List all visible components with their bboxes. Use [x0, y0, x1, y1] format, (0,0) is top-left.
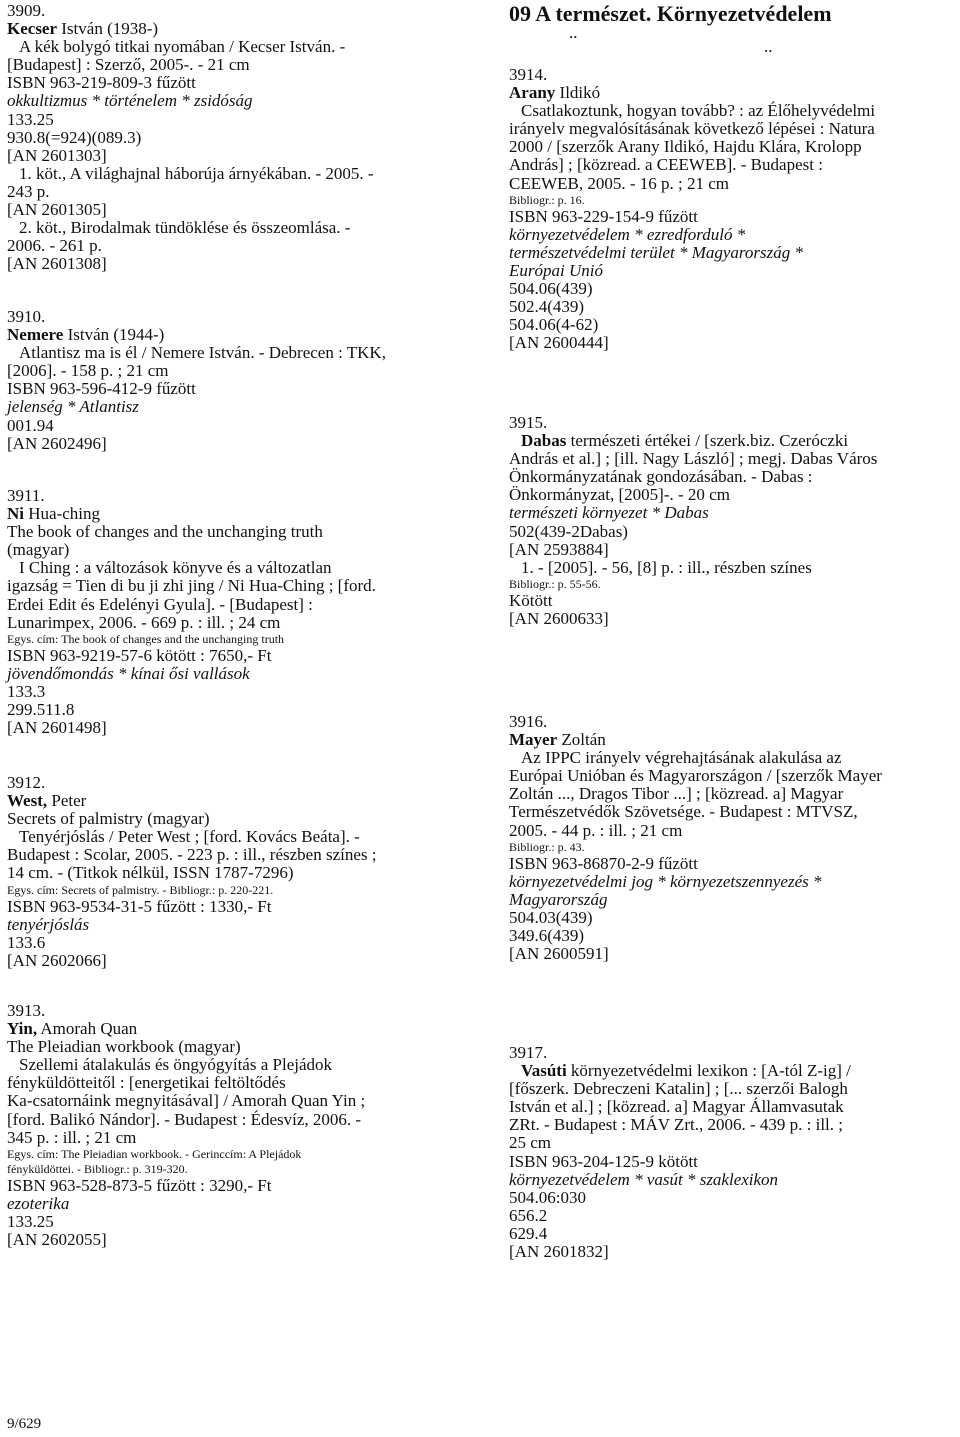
an-number: [AN 2602055]: [7, 1230, 107, 1250]
subject-terms: jövendőmondás * kínai ősi vallások: [7, 663, 250, 683]
title-line: igazság = Tien di bu ji zhi jing / Ni Hua-Ching ; [ford.: [7, 576, 376, 596]
classification-code: 502(439-2Dabas): [509, 521, 628, 541]
author-line: [7, 20, 374, 38]
title-line: 2000 / [szerzők Arany Ildikó, Hajdu Klára, Krolopp: [509, 137, 862, 157]
title-line: irányelv megvalósításának következő lépései : Natura: [509, 119, 875, 139]
entry-number: 3917.: [509, 1043, 548, 1062]
volume-line: 2006. - 261 p.: [7, 236, 102, 256]
publication-line: Természetvédők Szövetsége. - Budapest : MTVSZ,: [509, 802, 858, 822]
original-title: Secrets of palmistry (magyar): [7, 809, 210, 829]
title-line: Csatlakoztunk, hogyan tovább? : az Élőhelyvédelmi: [521, 101, 876, 121]
author-name: Ildikó: [555, 83, 601, 103]
an-number: [AN 2600591]: [509, 944, 609, 964]
an-number: [AN 2602066]: [7, 950, 107, 970]
entry-3913: [7, 1002, 365, 1249]
entry-number: 3915.: [509, 413, 548, 432]
subject-terms: természetvédelmi terület * Magyarország *: [509, 242, 803, 262]
an-number: [AN 2600444]: [509, 333, 609, 353]
publication-line: 2005. - 44 p. : ill. ; 21 cm: [509, 820, 683, 840]
an-number: [AN 2601832]: [509, 1242, 609, 1262]
publication-line: CEEWEB, 2005. - 16 p. ; 21 cm: [509, 173, 730, 193]
publication-line: [ford. Balikó Nándor]. - Budapest : Édesvíz, 2006. -: [7, 1109, 362, 1129]
classification-code: 930.8(=924)(089.3): [7, 127, 142, 147]
note-line: fényküldöttei. - Bibliogr.: p. 319-320.: [7, 1161, 188, 1176]
classification-code: 133.3: [7, 681, 46, 701]
subject-terms: Magyarország: [509, 889, 608, 909]
note-line: Bibliogr.: p. 43.: [509, 839, 585, 854]
publication-line: 14 cm. - (Titkok nélkül, ISSN 1787-7296): [7, 863, 294, 883]
author-line: [509, 84, 875, 102]
entry-3911: [7, 487, 376, 737]
subject-terms: környezetvédelmi jog * környezetszennyezés *: [509, 871, 822, 891]
section-title: 09 A természet. Környezetvédelem: [509, 1, 832, 26]
note-line: Egys. cím: Secrets of palmistry. - Bibliogr.: p. 220-221.: [7, 882, 274, 897]
title-line: András et al.] ; [ill. Nagy László] ; megj. Dabas Város: [509, 449, 878, 469]
volume-line: 243 p.: [7, 181, 50, 201]
publication-line: Önkormányzatának gondozásában. - Dabas :: [509, 467, 813, 487]
entry-number: 3913.: [7, 1001, 46, 1020]
an-number: [AN 2593884]: [509, 539, 609, 559]
classification-code: 629.4: [509, 1223, 548, 1243]
an-number: [AN 2601305]: [7, 200, 107, 220]
title-line: Európai Unióban és Magyarországon / [szerzők Mayer: [509, 766, 882, 786]
entry-3914: [509, 66, 875, 352]
entry-number: 3914.: [509, 65, 548, 84]
subject-terms: tenyérjóslás: [7, 914, 90, 934]
heading-dots: ..: [764, 37, 773, 56]
author-surname: Mayer: [509, 730, 558, 750]
classification-code: 299.511.8: [7, 700, 75, 720]
isbn-line: ISBN 963-204-125-9 kötött: [509, 1151, 698, 1171]
author-line: [7, 505, 376, 523]
classification-code: 133.25: [7, 109, 54, 129]
classification-code: 001.94: [7, 415, 54, 435]
title-rest: környezetvédelmi lexikon : [A-tól Z-ig] /: [566, 1061, 851, 1081]
publication-line: 25 cm: [509, 1133, 552, 1153]
classification-code: 504.06(439): [509, 279, 593, 299]
publication-line: ZRt. - Budapest : MÁV Zrt., 2006. - 439 p. : ill. ;: [509, 1115, 844, 1135]
title-line: A kék bolygó titkai nyomában / Kecser István. -: [19, 37, 346, 57]
isbn-line: ISBN 963-596-412-9 fűzött: [7, 379, 196, 399]
section-heading: [509, 2, 832, 54]
an-number: [AN 2601303]: [7, 145, 107, 165]
author-name: István (1944-): [63, 325, 165, 345]
author-name: Peter: [47, 791, 87, 811]
an-number: [AN 2602496]: [7, 433, 107, 453]
author-surname: Nemere: [7, 325, 64, 345]
subject-terms: környezetvédelem * ezredforduló *: [509, 224, 746, 244]
entry-3916: [509, 713, 882, 963]
publication-line: [Budapest] : Szerző, 2005-. - 21 cm: [7, 55, 250, 75]
subject-terms: jelenség * Atlantisz: [7, 397, 139, 417]
note-line: Bibliogr.: p. 55-56.: [509, 576, 601, 591]
publication-line: 345 p. : ill. ; 21 cm: [7, 1127, 137, 1147]
isbn-line: ISBN 963-229-154-9 fűzött: [509, 206, 698, 226]
heading-dots: ..: [569, 23, 578, 42]
subject-terms: okkultizmus * történelem * zsidóság: [7, 91, 253, 111]
title-line: Atlantisz ma is él / Nemere István. - Debrecen : TKK,: [19, 343, 386, 363]
author-line: [7, 326, 386, 344]
original-title: The book of changes and the unchanging truth: [7, 522, 323, 542]
title-line: [509, 432, 877, 450]
subject-terms: Európai Unió: [509, 260, 603, 280]
entry-3912: [7, 774, 376, 970]
classification-code: 504.06(4-62): [509, 315, 599, 335]
author-surname: Kecser: [7, 19, 58, 39]
entry-3915: [509, 414, 877, 628]
classification-code: 502.4(439): [509, 297, 585, 317]
title-keyword: Vasúti: [521, 1061, 567, 1081]
publication-line: Erdei Edit és Edelényi Gyula]. - [Budapest] :: [7, 594, 313, 614]
isbn-line: ISBN 963-9219-57-6 kötött : 7650,- Ft: [7, 645, 272, 665]
volume-line: 2. köt., Birodalmak tündöklése és összeomlása. -: [19, 218, 351, 238]
title-line: fényküldötteitől : [energetikai feltöltődés: [7, 1073, 286, 1093]
subject-terms: természeti környezet * Dabas: [509, 503, 709, 523]
note-line: Egys. cím: The Pleiadian workbook. - Gerinccím: A Plejádok: [7, 1146, 302, 1161]
title-rest: természeti értékei / [szerk.biz. Czeróczki: [566, 431, 849, 451]
publication-line: Önkormányzat, [2005]-. - 20 cm: [509, 485, 730, 505]
entry-number: 3912.: [7, 773, 46, 792]
title-keyword: Dabas: [521, 431, 567, 451]
title-line: Az IPPC irányelv végrehajtásának alakulása az: [521, 748, 842, 768]
entry-number: 3916.: [509, 712, 548, 731]
title-line: Tenyérjóslás / Peter West ; [ford. Kovács Beáta]. -: [19, 827, 360, 847]
publication-line: Lunarimpex, 2006. - 669 p. : ill. ; 24 cm: [7, 612, 281, 632]
title-line: István et al.] ; [közread. a] Magyar Államvasutak: [509, 1097, 844, 1117]
binding-line: Kötött: [509, 590, 553, 610]
note-line: Egys. cím: The book of changes and the unchanging truth: [7, 631, 285, 646]
title-line: Ka-csatornáink megnyitásával] / Amorah Quan Yin ;: [7, 1091, 366, 1111]
isbn-line: ISBN 963-219-809-3 fűzött: [7, 73, 196, 93]
entry-number: 3911.: [7, 486, 45, 505]
entry-3917: [509, 1044, 851, 1261]
entry-3909: [7, 2, 374, 273]
classification-code: 133.25: [7, 1211, 54, 1231]
page-number: 9/629: [7, 1416, 42, 1432]
an-number: [AN 2601498]: [7, 718, 107, 738]
publication-line: Budapest : Scolar, 2005. - 223 p. : ill., részben színes ;: [7, 845, 377, 865]
isbn-line: ISBN 963-528-873-5 fűzött : 3290,- Ft: [7, 1175, 272, 1195]
title-line: [főszerk. Debreczeni Katalin] ; [... szerzői Balogh: [509, 1079, 848, 1099]
title-line: Szellemi átalakulás és öngyógyítás a Plejádok: [19, 1055, 333, 1075]
author-line: [7, 1020, 365, 1038]
subject-terms: környezetvédelem * vasút * szaklexikon: [509, 1169, 779, 1189]
author-line: [509, 731, 882, 749]
classification-code: 656.2: [509, 1205, 548, 1225]
author-name: István (1938-): [57, 19, 159, 39]
entry-number: 3910.: [7, 307, 46, 326]
author-surname: Yin,: [7, 1019, 38, 1039]
subject-terms: ezoterika: [7, 1193, 70, 1213]
author-name: Hua-ching: [24, 504, 101, 524]
publication-line: András] ; [közread. a CEEWEB]. - Budapest :: [509, 155, 823, 175]
isbn-line: ISBN 963-86870-2-9 fűzött: [509, 853, 698, 873]
an-number: [AN 2600633]: [509, 608, 609, 628]
entry-number: 3909.: [7, 1, 46, 20]
title-line: [509, 1062, 851, 1080]
classification-code: 504.06:030: [509, 1187, 586, 1207]
author-line: [7, 792, 376, 810]
publication-line: [2006]. - 158 p. ; 21 cm: [7, 361, 169, 381]
original-title: (magyar): [7, 540, 70, 560]
title-line: I Ching : a változások könyve és a változatlan: [19, 558, 332, 578]
author-name: Amorah Quan: [37, 1019, 138, 1039]
author-surname: West,: [7, 791, 48, 811]
volume-line: 1. köt., A világhajnal háborúja árnyékában. - 2005. -: [19, 163, 374, 183]
isbn-line: ISBN 963-9534-31-5 fűzött : 1330,- Ft: [7, 896, 272, 916]
volume-line: 1. - [2005]. - 56, [8] p. : ill., részben színes: [521, 557, 812, 577]
an-number: [AN 2601308]: [7, 254, 107, 274]
entry-3910: [7, 308, 386, 453]
original-title: The Pleiadian workbook (magyar): [7, 1037, 241, 1057]
classification-code: 504.03(439): [509, 907, 593, 927]
classification-code: 133.6: [7, 932, 46, 952]
classification-code: 349.6(439): [509, 926, 585, 946]
author-surname: Ni: [7, 504, 24, 524]
note-line: Bibliogr.: p. 16.: [509, 192, 585, 207]
author-name: Zoltán: [557, 730, 606, 750]
title-line: Zoltán ..., Dragos Tibor ...] ; [közread. a] Magyar: [509, 784, 844, 804]
author-surname: Arany: [509, 83, 556, 103]
